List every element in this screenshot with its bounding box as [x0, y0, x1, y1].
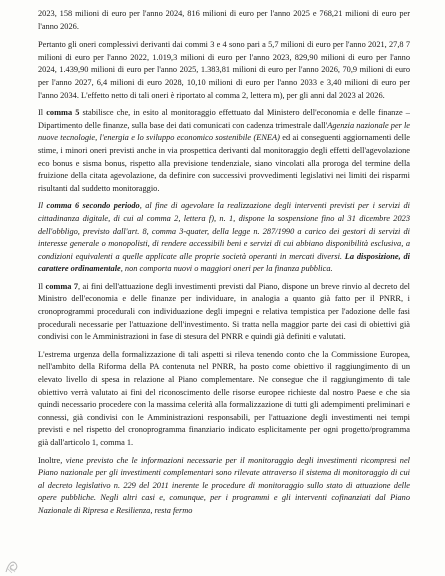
- comma-6-label: comma 6 secondo periodo: [46, 201, 140, 211]
- text-run: Il: [38, 108, 47, 118]
- enea-name: Agenzia nazionale per le nuove tecnologie, l'energia e lo sviluppo economico sostenibile (ENEA): [38, 120, 410, 143]
- paragraph-comma-6: [38, 200, 410, 276]
- comma-5-label: comma 5: [46, 108, 80, 118]
- text-run: , viene previsto che le informazioni necessarie per il monitoraggio degli investimenti ricompresi nel Piano nazionale per gli investimenti complementari sono rilevate attraverso il sistema di monitoraggio di cui al decreto legislativo n. 229 del 2011 inerente le procedure di monitoraggio sullo stato di attuazione delle opere pubbliche. Negli altri casi e, comunque, per i programmi e gli interventi cofinanziati dal Piano Nazionale di Ripresa e Resilienza, resta fermo: [38, 455, 410, 515]
- document-body: [38, 8, 410, 521]
- text-run: Il: [38, 281, 46, 291]
- text-run: Il: [38, 201, 47, 211]
- text-run: , ai fini dell'attuazione degli investimenti previsti dal Piano, dispone un breve rinvio al decreto del Ministro dell'economia e delle finanze per individuare, in analogia a quanto già fatto per il PNRR, i cronoprogrammi procedurali con individuazione degli impegni e relativa tempistica per l'adozione delle fasi procedurali necessarie per l'attuazione dell'investimento. Si tratta nella maggior parte dei casi di obiettivi già condivisi con le Amministrazioni in fase di stesura del PNRR e quindi già definiti e valutati.: [38, 281, 410, 342]
- paragraph-comma-7: [38, 281, 410, 344]
- text-run: stabilisce che, in esito al monitoraggio effettuato dal Ministero dell'economia e delle finanze – Dipartimento delle finanze, sulla base dei dati comunicati con cadenza trimestrale dall': [38, 108, 410, 130]
- paragraph-text: Pertanto gli oneri complessivi derivanti dai commi 3 e 4 sono pari a 5,7 milioni di euro per l'anno 2021, 27,8 7 milioni di euro per l'anno 2022, 1.019,3 milioni di euro per l'anno 2023, 829,90 milioni di euro per l'anno 2024, 1.439,90 milioni di euro per l'anno 2025, 1.383,81 milioni di euro per l'anno 2026, 70,9 milioni di euro per l'anno 2027, 6,4 milioni di euro 2028, 10,10 milioni di euro per l'anno 2033 e 3,40 milioni di euro per l'anno 2034. L'effetto netto di tali oneri è riportato al comma 2, lettera m), per gli anni dal 2023 al 2026.: [38, 40, 410, 100]
- paragraph-text: 2023, 158 milioni di euro per l'anno 2024, 816 milioni di euro per l'anno 2025 e 768,21 milioni di euro per l'anno 2026.: [38, 9, 410, 31]
- paragraph-comma-5: [38, 107, 410, 195]
- stamp-icon: [4, 558, 22, 574]
- paragraph-text: L'estrema urgenza della formalizzazione di tali aspetti si rileva tenendo conto che la Commissione Europea, nell'ambito della Riforma della PA contenuta nel PNRR, ha posto come obiettivo il raggiungimento di un elevato livello di spesa in relazione al Piano complementare. Ne consegue che il raggiungimento di tale obiettivo verrà valutato ai fini del riconoscimento delle risorse europee richieste dal nostro Paese e che sia quindi necessario procedere con la massima celerità alla formalizzazione di tutti gli adempimenti preliminari e connessi, già condivisi con le Amministrazioni responsabili, per l'attuazione degli investimenti nei tempi previsti e nel rispetto del cronoprogramma finanziario indicato esplicitamente per ogni progetto/programma già dall'articolo 1, comma 1.: [38, 349, 410, 447]
- ordinamentale-note: La disposizione, di carattere ordinamentale: [38, 251, 410, 274]
- paragraph-continuation: [38, 8, 410, 33]
- text-run: Inoltre: [38, 455, 61, 465]
- text-run: ed ai conseguenti aggiornamenti delle stime, i minori oneri previsti anche in via prospettica derivanti dal monitoraggio degli effetti dell'agevolazione eco bonus e sisma bonus, rispetto alla previsione tendenziale, siano vincolati alla proroga del termine della fruizione della citata agevolazione, da definire con successivi provvedimenti legislativi nei limiti dei risparmi risultanti dal suddetto monitoraggio.: [38, 133, 410, 193]
- text-run: , non comporta nuovi o maggiori oneri per la finanza pubblica.: [120, 264, 333, 274]
- comma-7-label: comma 7: [45, 281, 79, 291]
- paragraph-total-charges: [38, 39, 410, 102]
- paragraph-urgency: [38, 349, 410, 450]
- text-run: , al fine di agevolare la realizzazione degli interventi previsti per i servizi di cittadinanza digitale, di cui al comma 2, lettera f), n. 1, dispone la sospensione fino al 31 dicembre 2023 dell'obbligo, previsto dall'art. 8, comma 3-quater, della legge n. 287/1990 a carico dei gestori di servizi di interesse generale o monopolisti, di rendere accessibili beni e servizi di cui abbiano disponibilità esclusiva, a condizioni equivalenti a quelle applicate alle proprie società operanti in mercati diversi.: [38, 201, 410, 261]
- paragraph-monitoring: [38, 455, 410, 518]
